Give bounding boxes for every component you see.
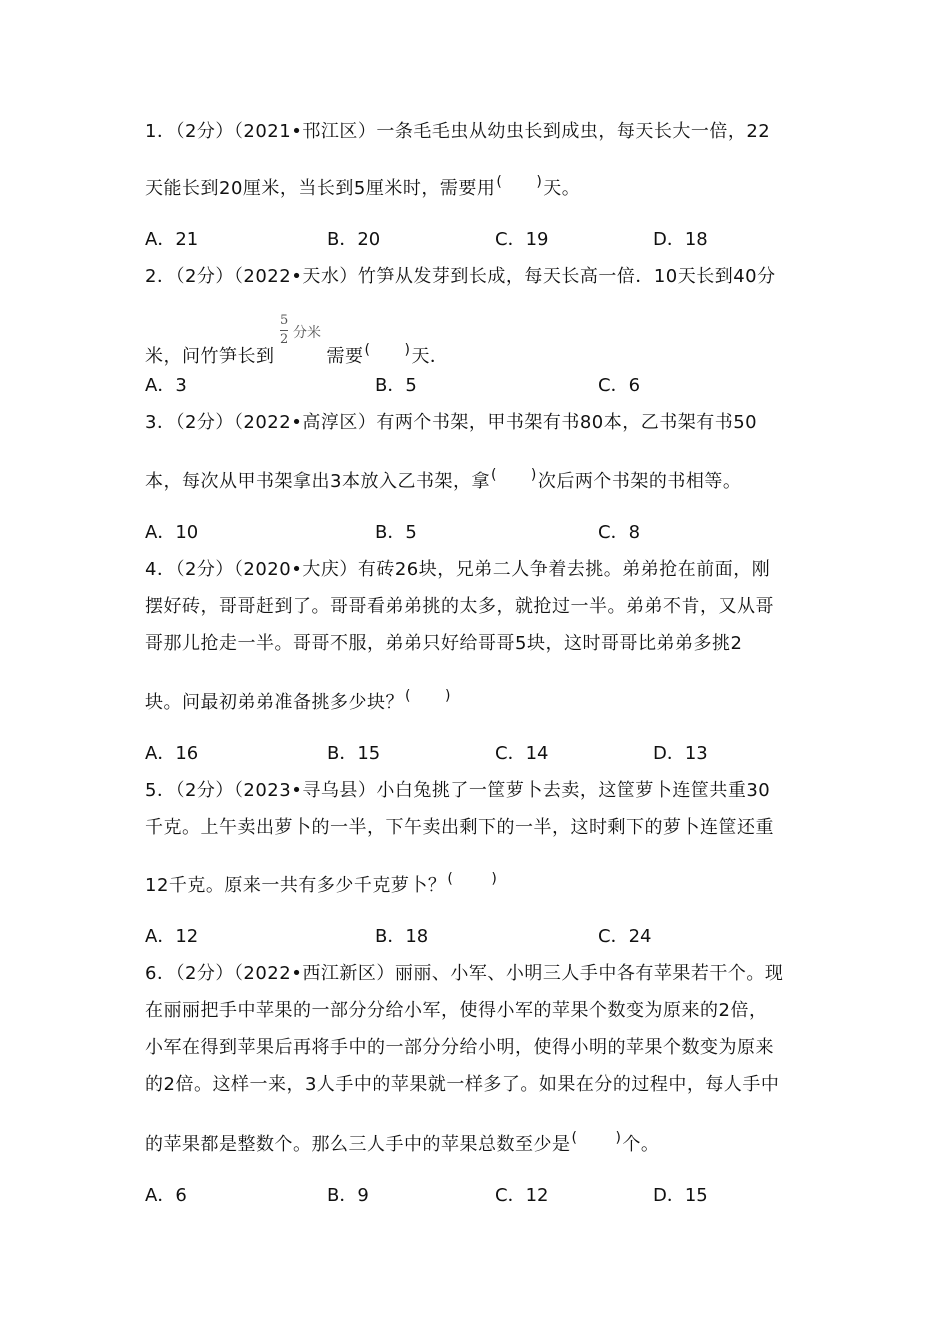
question-1-line-2 <box>145 170 580 201</box>
question-3-line-1: 3．（2分）（2022•高淳区）有两个书架，甲书架有书80本，乙书架有书50 <box>145 412 758 433</box>
question-6-line-5 <box>145 1126 659 1157</box>
option-b[interactable]: B．9 <box>327 1185 369 1206</box>
question-4-line-4-text: 块。问最初弟弟准备挑多少块？ <box>145 692 404 713</box>
answer-blank-close: ) <box>536 174 543 190</box>
question-6-line-5-tail: 个。 <box>622 1134 660 1155</box>
answer-blank-open: ( <box>571 1130 578 1146</box>
question-6-line-1: 6．（2分）（2022•西江新区）丽丽、小军、小明三人手中各有苹果若干个。现 <box>145 963 784 984</box>
option-a[interactable]: A．6 <box>145 1185 187 1206</box>
option-c[interactable]: C．19 <box>495 229 549 250</box>
fraction-numerator: 5 <box>280 313 289 328</box>
question-3-options <box>145 521 745 545</box>
fraction-unit: 分米 <box>293 325 321 341</box>
answer-blank-open: ( <box>490 467 497 483</box>
question-2-line-2-mid: 需要 <box>326 346 364 367</box>
question-6-line-2: 在丽丽把手中苹果的一部分分给小军，使得小军的苹果个数变为原来的2倍， <box>145 1000 768 1021</box>
option-a[interactable]: A．12 <box>145 926 199 947</box>
option-c[interactable]: C．24 <box>598 926 652 947</box>
answer-blank-open: ( <box>405 688 411 704</box>
question-2-line-2-text: 米，问竹笋长到 <box>145 346 275 367</box>
option-a[interactable]: A．10 <box>145 522 199 543</box>
fraction-denominator: 2 <box>280 332 289 347</box>
question-3-line-2 <box>145 463 741 494</box>
question-1-line-1: 1．（2分）（2021•邗江区）一条毛毛虫从幼虫长到成虫，每天长大一倍，22 <box>145 121 771 142</box>
answer-blank-close: ) <box>444 688 451 704</box>
answer-blank-close: ) <box>491 871 498 887</box>
question-3-line-2-text: 本，每次从甲书架拿出3本放入乙书架，拿 <box>145 471 490 492</box>
option-d[interactable]: D．15 <box>653 1185 708 1206</box>
question-1-line-2-text: 天能长到20厘米，当长到5厘米时，需要用 <box>145 178 496 199</box>
question-4-line-1: 4．（2分）（2020•大庆）有砖26块，兄弟二人争着去挑。弟弟抢在前面，刚 <box>145 559 771 580</box>
question-5-line-2: 千克。上午卖出萝卜的一半，下午卖出剩下的一半，这时剩下的萝卜连筐还重 <box>145 817 774 838</box>
question-6-line-4: 的2倍。这样一来，3人手中的苹果就一样多了。如果在分的过程中，每人手中 <box>145 1074 780 1095</box>
question-6-options <box>145 1184 745 1208</box>
answer-blank-open: ( <box>447 871 454 887</box>
question-5-line-3 <box>145 867 498 898</box>
option-b[interactable]: B．5 <box>375 375 417 396</box>
question-5-line-3-text: 12千克。原来一共有多少千克萝卜？ <box>145 875 447 896</box>
option-c[interactable]: C．12 <box>495 1185 549 1206</box>
answer-blank-close: ) <box>530 467 537 483</box>
question-6-line-3: 小军在得到苹果后再将手中的一部分分给小明，使得小明的苹果个数变为原来 <box>145 1037 774 1058</box>
option-b[interactable]: B．18 <box>375 926 429 947</box>
question-4-line-2: 摆好砖，哥哥赶到了。哥哥看弟弟挑的太多，就抢过一半。弟弟不肯，又从哥 <box>145 596 774 617</box>
option-a[interactable]: A．21 <box>145 229 199 250</box>
option-c[interactable]: C．14 <box>495 743 549 764</box>
option-a[interactable]: A．16 <box>145 743 199 764</box>
question-5-options <box>145 925 745 949</box>
answer-blank-open: ( <box>364 342 371 358</box>
answer-blank-close: ) <box>615 1130 622 1146</box>
question-4-line-4 <box>145 684 452 715</box>
question-2-line-2-tail: 天． <box>411 346 449 367</box>
question-1-options <box>145 228 745 252</box>
question-4-line-3: 哥那儿抢走一半。哥哥不服，弟弟只好给哥哥5块，这时哥哥比弟弟多挑2 <box>145 633 743 654</box>
answer-blank-open: ( <box>496 174 503 190</box>
question-5-line-1: 5．（2分）（2023•寻乌县）小白兔挑了一筐萝卜去卖，这筐萝卜连筐共重30 <box>145 780 771 801</box>
question-4-options <box>145 742 745 766</box>
option-c[interactable]: C．8 <box>598 522 641 543</box>
option-a[interactable]: A．3 <box>145 375 187 396</box>
question-2-line-1: 2．（2分）（2022•天水）竹笋从发芽到长成，每天长高一倍．10天长到40分 <box>145 266 776 287</box>
question-1-line-2-tail: 天。 <box>543 178 581 199</box>
option-d[interactable]: D．18 <box>653 229 708 250</box>
question-3-line-2-tail: 次后两个书架的书相等。 <box>537 471 742 492</box>
question-2-line-2 <box>145 338 448 369</box>
question-6-line-5-text: 的苹果都是整数个。那么三人手中的苹果总数至少是 <box>145 1134 571 1155</box>
option-b[interactable]: B．15 <box>327 743 381 764</box>
option-d[interactable]: D．13 <box>653 743 708 764</box>
option-b[interactable]: B．5 <box>375 522 417 543</box>
option-c[interactable]: C．6 <box>598 375 641 396</box>
option-b[interactable]: B．20 <box>327 229 381 250</box>
answer-blank-close: ) <box>404 342 411 358</box>
question-2-options <box>145 374 745 398</box>
